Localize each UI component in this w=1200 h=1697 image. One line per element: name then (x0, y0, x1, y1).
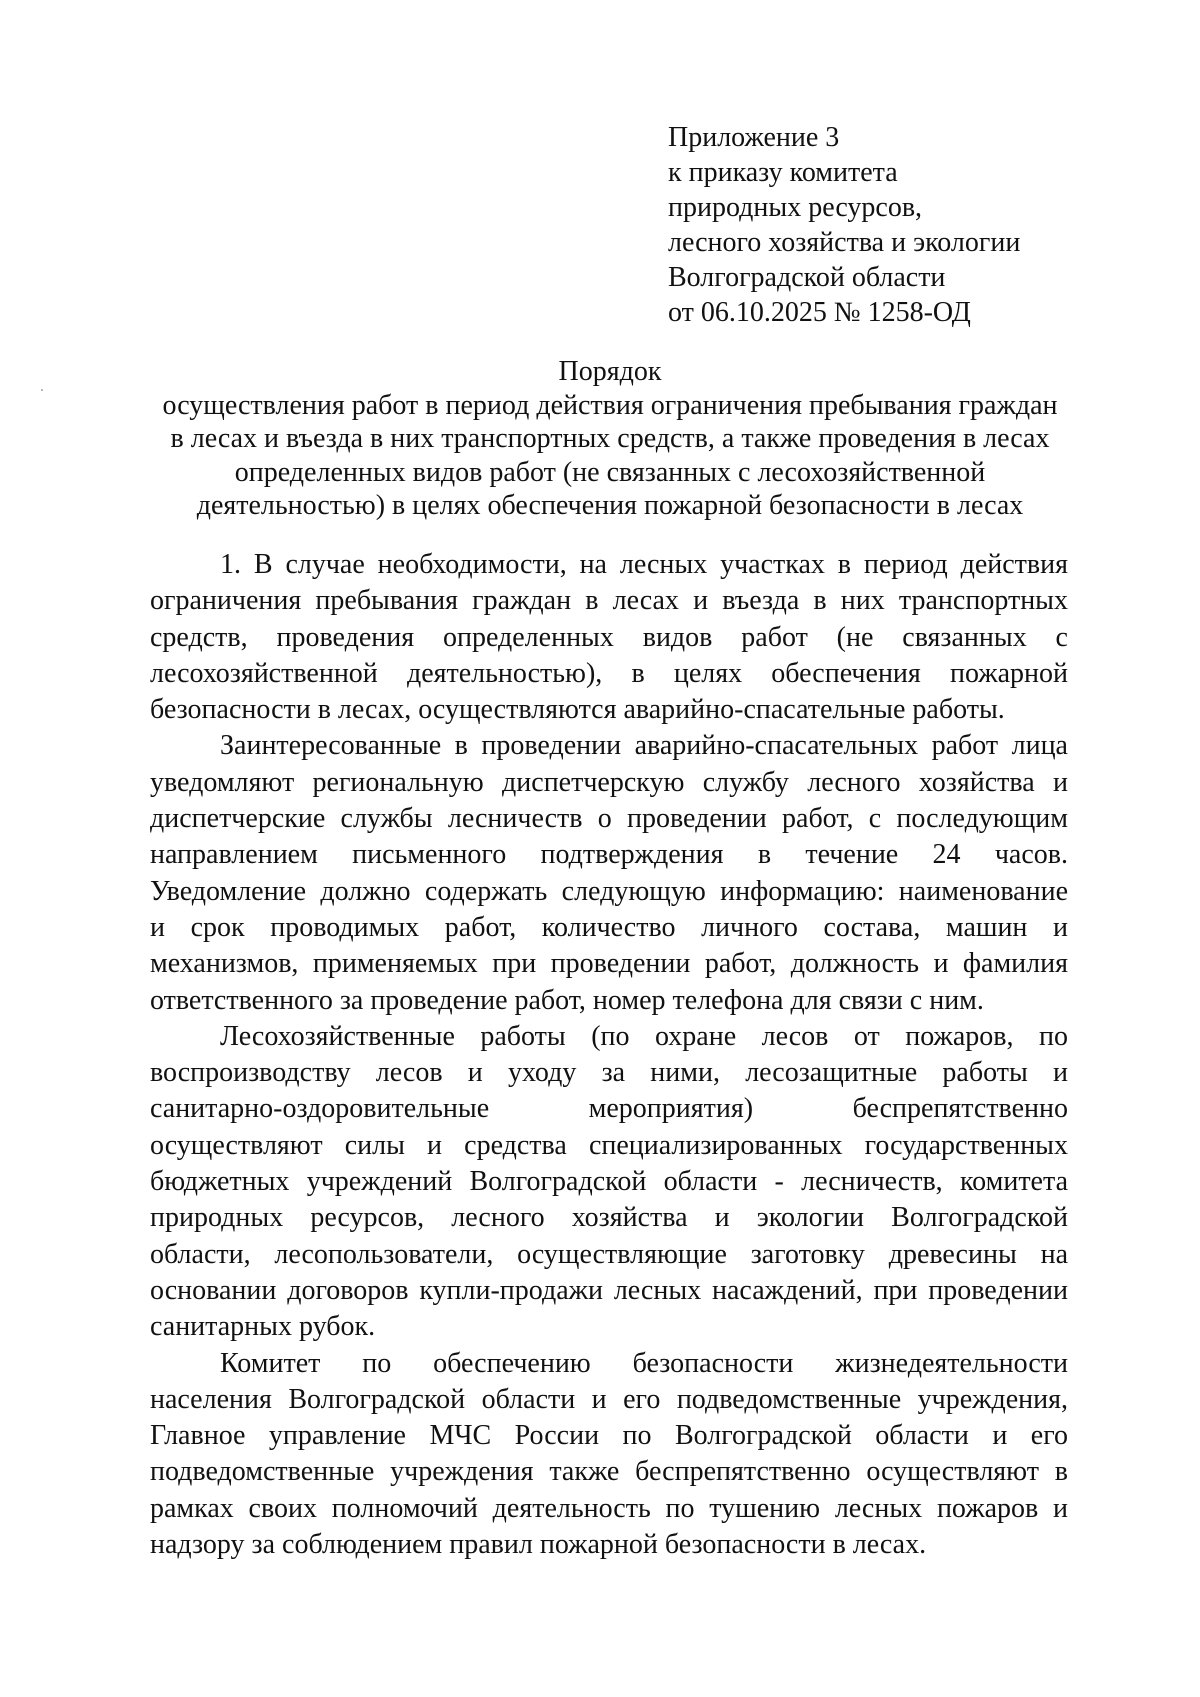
appendix-line: природных ресурсов, (668, 192, 923, 223)
appendix-line: к приказу комитета (668, 157, 898, 188)
appendix-line: от 06.10.2025 № 1258-ОД (668, 297, 971, 328)
document-title (140, 355, 1080, 523)
text-line: природных ресурсов, лесного хозяйства и экологии Волгоградской (150, 1202, 1068, 1234)
text-line: Комитет по обеспечению безопасности жизнедеятельности (220, 1347, 1068, 1379)
document-body (150, 547, 1068, 1563)
paragraph-4 (150, 1346, 1068, 1564)
text-line: механизмов, применяемых при проведении работ, должность и фамилия (150, 948, 1068, 980)
title-subtitle-line: осуществления работ в период действия ограничения пребывания граждан (162, 389, 1058, 421)
text-line: основании договоров купли-продажи лесных насаждений, при проведении (150, 1274, 1068, 1306)
title-subtitle-line: определенных видов работ (не связанных с лесохозяйственной (234, 456, 986, 488)
text-line: санитарно-оздоровительные мероприятия) беспрепятственно (150, 1093, 1068, 1125)
text-line: средств, проведения определенных видов работ (не связанных с (150, 621, 1068, 653)
title-subtitle-line: в лесах и въезда в них транспортных средств, а также проведения в лесах (170, 423, 1050, 454)
text-line: диспетчерские службы лесничеств о проведении работ, с последующим (150, 803, 1068, 835)
text-line: подведомственные учреждения также беспрепятственно осуществляют в (150, 1456, 1068, 1488)
text-line: безопасности в лесах, осуществляются аварийно-спасательные работы. (150, 694, 1005, 726)
text-line: ответственного за проведение работ, номер телефона для связи с ним. (150, 984, 984, 1016)
paragraph-1 (150, 547, 1068, 728)
paragraph-2 (150, 728, 1068, 1018)
text-line: рамках своих полномочий деятельность по тушению лесных пожаров и (150, 1492, 1068, 1524)
scan-artifact (41, 389, 43, 391)
appendix-reference (668, 120, 1128, 330)
appendix-line: Волгоградской области (668, 262, 946, 293)
text-line: санитарных рубок. (150, 1311, 376, 1343)
text-line: направлением письменного подтверждения в течение 24 часов. (150, 839, 1068, 871)
appendix-line: лесного хозяйства и экологии (668, 227, 1021, 258)
text-line: воспроизводству лесов и уходу за ними, лесозащитные работы и (150, 1057, 1068, 1089)
text-line: Уведомление должно содержать следующую информацию: наименование (150, 875, 1068, 907)
text-line: надзору за соблюдением правил пожарной безопасности в лесах. (150, 1529, 927, 1561)
appendix-line: Приложение 3 (668, 122, 840, 153)
text-line: уведомляют региональную диспетчерскую службу лесного хозяйства и (150, 766, 1068, 798)
text-line: 1. В случае необходимости, на лесных участках в период действия (220, 549, 1068, 580)
text-line: бюджетных учреждений Волгоградской области - лесничеств, комитета (150, 1166, 1068, 1198)
text-line: лесохозяйственной деятельностью), в целях обеспечения пожарной (150, 657, 1068, 689)
title-subtitle-line: деятельностью) в целях обеспечения пожарной безопасности в лесах (196, 490, 1024, 521)
text-line: Заинтересованные в проведении аварийно-спасательных работ лица (220, 730, 1068, 762)
paragraph-3 (150, 1019, 1068, 1346)
text-line: и срок проводимых работ, количество личного состава, машин и (150, 911, 1068, 943)
text-line: Лесохозяйственные работы (по охране лесов от пожаров, по (220, 1020, 1068, 1052)
title-heading: Порядок (558, 356, 662, 387)
text-line: осуществляют силы и средства специализированных государственных (150, 1129, 1068, 1161)
text-line: Главное управление МЧС России по Волгоградской области и его (150, 1420, 1068, 1452)
text-line: ограничения пребывания граждан в лесах и въезда в них транспортных (150, 585, 1068, 617)
text-line: области, лесопользователи, осуществляющие заготовку древесины на (150, 1238, 1068, 1270)
text-line: населения Волгоградской области и его подведомственные учреждения, (150, 1383, 1068, 1415)
